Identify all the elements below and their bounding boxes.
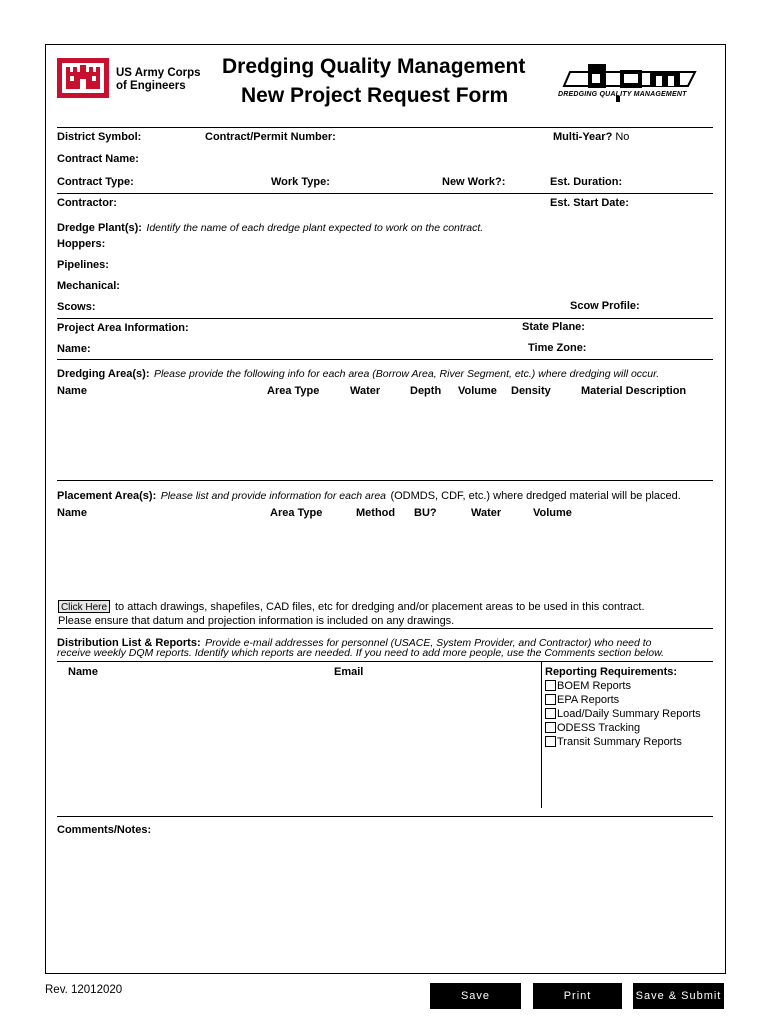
placement-col-volume: Volume <box>533 507 572 519</box>
placement-areas-heading <box>57 486 681 504</box>
epa-reports-checkbox[interactable] <box>545 694 556 705</box>
row-divider <box>57 193 713 194</box>
report-option-boem[interactable] <box>545 680 631 692</box>
dredging-col-area-type: Area Type <box>267 385 320 397</box>
dredging-areas-note: Please provide the following info for each area (Borrow Area, River Segment, etc.) where dredging will occur. <box>153 368 660 380</box>
dredging-col-depth: Depth <box>410 385 442 397</box>
state-plane-field[interactable]: State Plane: <box>522 321 585 333</box>
distribution-note-line2: receive weekly DQM reports. Identify which reports are needed. If you need to add more people, use the Comments section below. <box>57 647 664 659</box>
report-option-odess[interactable] <box>545 722 640 734</box>
contract-permit-number-field[interactable]: Contract/Permit Number: <box>205 131 336 143</box>
multi-year-value: No <box>615 131 630 143</box>
pipelines-field[interactable]: Pipelines: <box>57 259 109 271</box>
new-work-field[interactable]: New Work?: <box>442 176 506 188</box>
placement-areas-note: Please list and provide information for each area <box>160 490 386 502</box>
dredging-col-water: Water <box>350 385 381 397</box>
placement-col-area-type: Area Type <box>270 507 323 519</box>
save-button[interactable]: Save <box>430 983 521 1009</box>
usace-castle-logo <box>57 58 109 98</box>
project-area-info-field[interactable]: Project Area Information: <box>57 322 189 334</box>
dredging-areas-heading <box>57 364 659 382</box>
boem-reports-label: BOEM Reports <box>557 680 631 692</box>
distribution-vertical-divider <box>541 661 542 808</box>
form-title-line2: New Project Request Form <box>241 84 509 107</box>
dredge-plants-label: Dredge Plant(s): <box>57 222 142 234</box>
load-daily-summary-label: Load/Daily Summary Reports <box>557 708 701 720</box>
dredging-col-volume: Volume <box>458 385 497 397</box>
hoppers-field[interactable]: Hoppers: <box>57 238 106 250</box>
contract-name-field[interactable]: Contract Name: <box>57 153 139 165</box>
epa-reports-label: EPA Reports <box>557 694 620 706</box>
row-divider <box>57 359 713 360</box>
contract-type-field[interactable]: Contract Type: <box>57 176 134 188</box>
dredge-plants-note: Identify the name of each dredge plant expected to work on the contract. <box>146 222 484 234</box>
dredging-areas-table-body[interactable] <box>57 401 713 477</box>
placement-col-name: Name <box>57 507 87 519</box>
load-daily-summary-checkbox[interactable] <box>545 708 556 719</box>
mechanical-field[interactable]: Mechanical: <box>57 280 120 292</box>
time-zone-field[interactable]: Time Zone: <box>528 342 587 354</box>
distribution-list-body[interactable] <box>57 682 537 808</box>
dredge-plants-heading <box>57 218 483 236</box>
transit-summary-label: Transit Summary Reports <box>557 736 682 748</box>
comments-label: Comments/Notes: <box>57 824 152 836</box>
revision-label: Rev. 12012020 <box>45 984 123 996</box>
report-option-load-daily[interactable] <box>545 708 701 720</box>
form-title-line1: Dredging Quality Management <box>222 55 526 78</box>
placement-areas-note-plain: (ODMDS, CDF, etc.) where dredged material will be placed. <box>390 490 681 502</box>
section-divider <box>57 816 713 817</box>
placement-col-water: Water <box>471 507 502 519</box>
placement-col-bu: BU? <box>414 507 437 519</box>
scows-field[interactable]: Scows: <box>57 301 96 313</box>
org-name-line1: US Army Corps <box>116 67 201 79</box>
boem-reports-checkbox[interactable] <box>545 680 556 691</box>
est-start-date-field[interactable]: Est. Start Date: <box>550 197 629 209</box>
header-divider <box>57 127 713 128</box>
area-name-field[interactable]: Name: <box>57 343 91 355</box>
district-symbol-field[interactable]: District Symbol: <box>57 131 142 143</box>
org-name-line2: of Engineers <box>116 80 186 92</box>
distribution-label: Distribution List & Reports: <box>57 637 201 649</box>
distribution-header-divider <box>57 661 713 662</box>
odess-tracking-checkbox[interactable] <box>545 722 556 733</box>
report-option-transit[interactable] <box>545 736 682 748</box>
multi-year-label: Multi-Year? <box>553 131 613 143</box>
dredging-col-density: Density <box>511 385 551 397</box>
distribution-note-line1: Provide e-mail addresses for personnel (USACE, System Provider, and Contractor) who need to <box>205 637 652 649</box>
save-submit-button[interactable]: Save & Submit <box>633 983 724 1009</box>
attach-files-button[interactable]: Click Here <box>58 600 110 613</box>
dredging-areas-label: Dredging Area(s): <box>57 368 150 380</box>
attach-instructions: to attach drawings, shapefiles, CAD files, etc for dredging and/or placement areas to be used in this contract. <box>115 601 645 613</box>
placement-areas-table-body[interactable] <box>57 523 713 595</box>
scow-profile-field[interactable]: Scow Profile: <box>570 300 640 312</box>
attach-datum-note: Please ensure that datum and projection information is included on any drawings. <box>58 615 455 627</box>
distribution-col-name: Name <box>68 666 98 678</box>
reporting-requirements-title: Reporting Requirements: <box>545 666 678 678</box>
placement-areas-label: Placement Area(s): <box>57 490 157 502</box>
distribution-col-email: Email <box>334 666 364 678</box>
work-type-field[interactable]: Work Type: <box>271 176 330 188</box>
dredging-col-name: Name <box>57 385 87 397</box>
odess-tracking-label: ODESS Tracking <box>557 722 641 734</box>
contractor-field[interactable]: Contractor: <box>57 197 117 209</box>
transit-summary-checkbox[interactable] <box>545 736 556 747</box>
comments-textarea[interactable] <box>57 840 713 968</box>
placement-col-method: Method <box>356 507 396 519</box>
multi-year-field[interactable] <box>553 131 629 143</box>
row-divider <box>57 318 713 319</box>
est-duration-field[interactable]: Est. Duration: <box>550 176 623 188</box>
dredging-col-material: Material Description <box>581 385 687 397</box>
print-button[interactable]: Print <box>533 983 622 1009</box>
section-divider <box>57 628 713 629</box>
dqm-logo-caption: DREDGING QUALITY MANAGEMENT <box>558 91 687 98</box>
section-divider <box>57 480 713 481</box>
report-option-epa[interactable] <box>545 694 619 706</box>
